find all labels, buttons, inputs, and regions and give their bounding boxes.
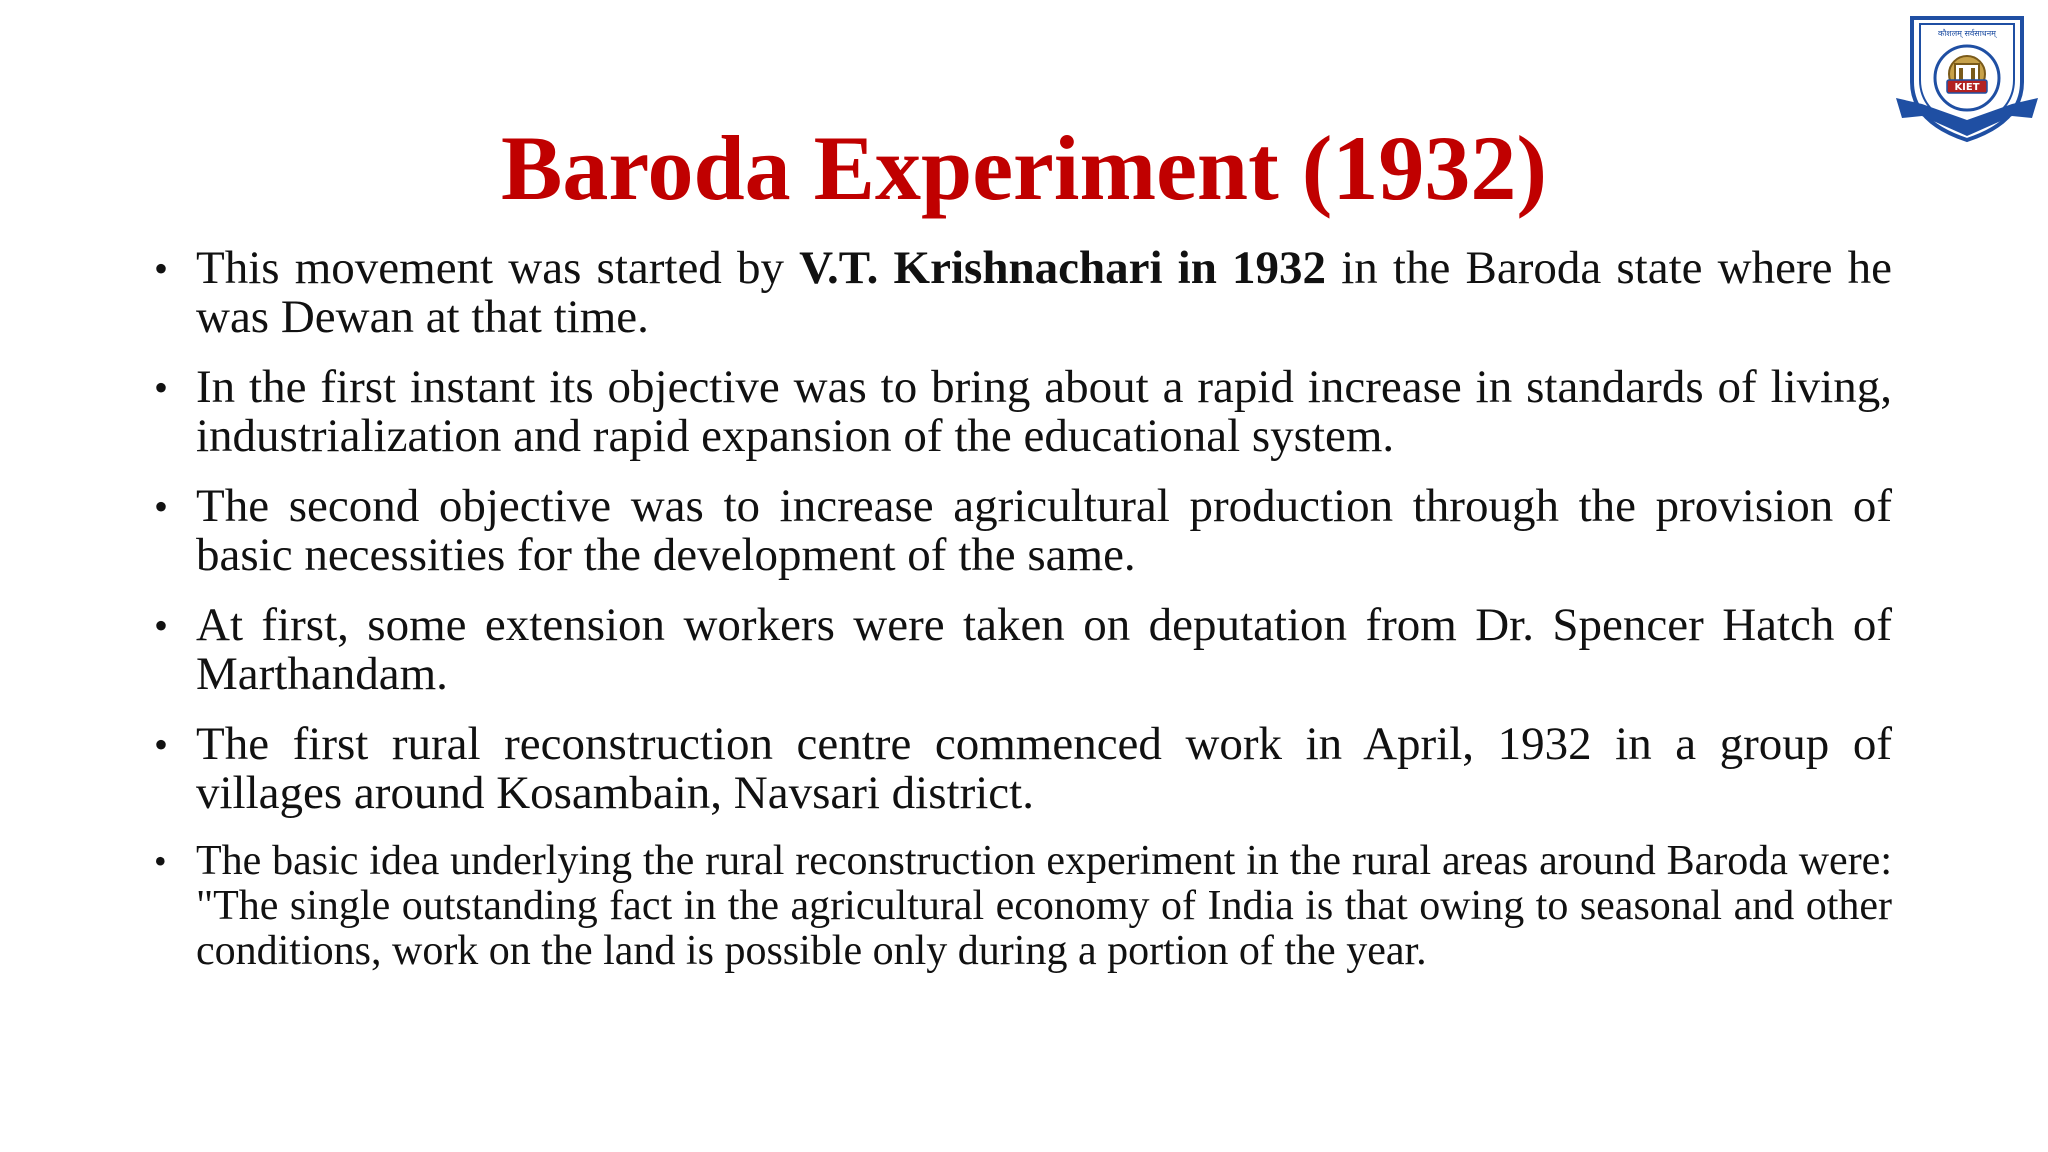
bullet-text: At first, some extension workers were taken on deputation from Dr. Spencer Hatch of Marthandam. xyxy=(196,599,1892,700)
bullet-text-pre: This movement was started by xyxy=(196,242,800,294)
bullet-symbol: • xyxy=(154,722,169,767)
bullet-text: The basic idea underlying the rural reconstruction experiment in the rural areas around Baroda were: "The single outstanding fact in the agricultural economy of India is that owing to seasonal and other conditions, work on the land is possible only during a portion of the year. xyxy=(196,838,1892,974)
bullet-text: The second objective was to increase agricultural production through the provision of basic necessities for the development of the same. xyxy=(196,480,1892,581)
bullet-item xyxy=(152,363,1892,461)
logo-top-text: कौशलम् सर्वसाधनम् xyxy=(1938,29,1996,38)
bullet-list xyxy=(152,244,1892,995)
bullet-item xyxy=(152,244,1892,342)
bullet-symbol: • xyxy=(154,841,167,881)
bullet-symbol: • xyxy=(154,246,169,291)
bullet-item xyxy=(152,482,1892,580)
bullet-text: In the first instant its objective was to bring about a rapid increase in standards of living, industrialization and rapid expansion of the educational system. xyxy=(196,361,1892,462)
bullet-symbol: • xyxy=(154,484,169,529)
logo-badge-text: KIET xyxy=(1954,82,1980,93)
slide-title: Baroda Experiment (1932) xyxy=(500,117,1547,219)
bullet-symbol: • xyxy=(154,365,169,410)
bullet-item xyxy=(152,720,1892,818)
bullet-text: The first rural reconstruction centre commenced work in April, 1932 in a group of villages around Kosambain, Navsari district. xyxy=(196,718,1892,819)
bullet-text-bold: V.T. Krishnachari in 1932 xyxy=(799,242,1327,294)
bullet-item xyxy=(152,601,1892,699)
bullet-item xyxy=(152,839,1892,974)
bullet-symbol: • xyxy=(154,603,169,648)
bullet-text-post: in the Baroda state where he was Dewan at that time. xyxy=(196,242,1892,343)
